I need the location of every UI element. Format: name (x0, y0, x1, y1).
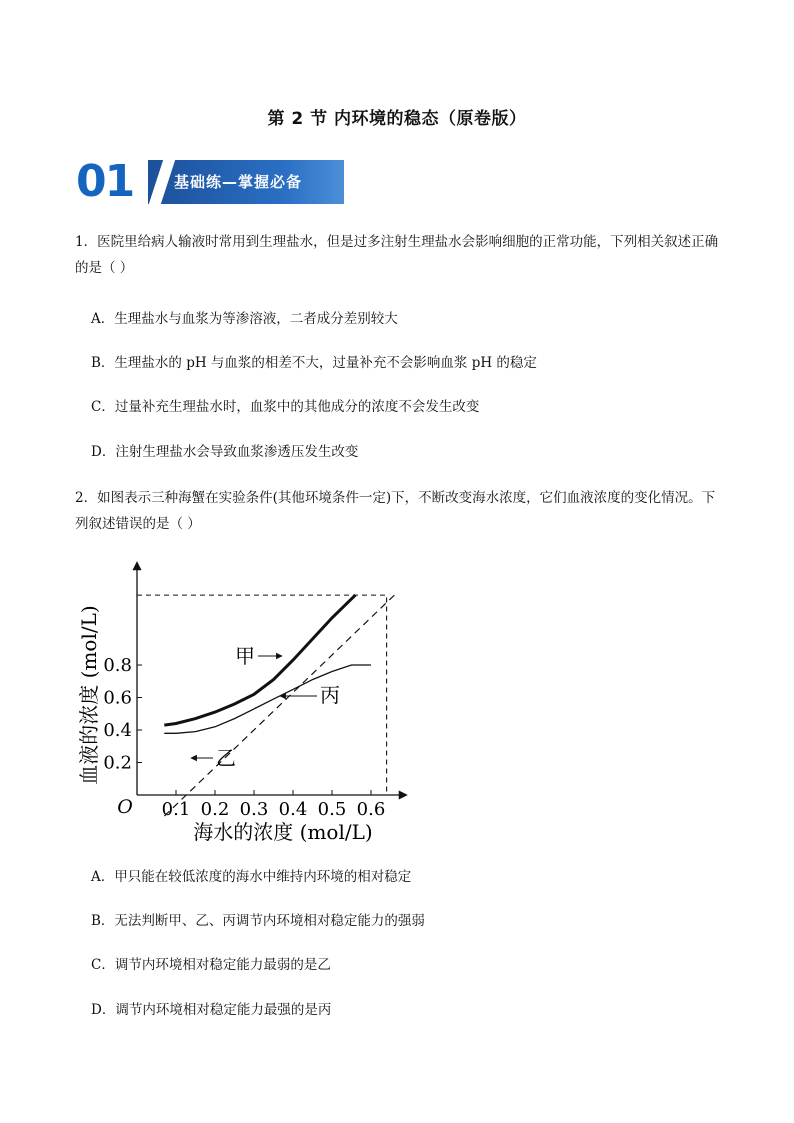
x-axis-label: 海水的浓度 (mol/L) (193, 820, 373, 844)
x-tick-label: 0.1 (161, 799, 191, 820)
question-2-option-b: B．无法判断甲、乙、丙调节内环境相对稳定能力的强弱 (91, 913, 425, 929)
x-tick-label: 0.3 (239, 799, 269, 820)
question-1-option-b: B．生理盐水的 pH 与血浆的相差不大，过量补充不会影响血浆 pH 的稳定 (91, 355, 537, 371)
question-2-stem: 2．如图表示三种海蟹在实验条件(其他环境条件一定)下，不断改变海水浓度，它们血液浓度的变化情况。下列叙述错误的是（ ） (75, 490, 716, 532)
series-label-yi: 乙 (216, 746, 236, 770)
banner-label: 基础练—掌握必备 (174, 173, 303, 191)
concentration-chart (70, 555, 430, 855)
y-tick-label: 0.2 (103, 752, 132, 774)
question-2-option-c: C．调节内环境相对稳定能力最弱的是乙 (91, 957, 331, 973)
y-tick-label: 0.8 (103, 655, 132, 676)
question-1-option-d: D．注射生理盐水会导致血浆渗透压发生改变 (91, 444, 359, 460)
x-tick-label: 0.6 (356, 799, 386, 820)
y-tick-label: 0.4 (103, 720, 132, 741)
question-2-option-d: D．调节内环境相对稳定能力最强的是丙 (91, 1002, 332, 1018)
y-axis-label: 血液的浓度 (mol/L) (77, 605, 101, 785)
section-banner (76, 156, 344, 207)
page-title: 第 2 节 内环境的稳态（原卷版） (267, 109, 527, 129)
series-label-bing: 丙 (320, 683, 340, 707)
series-line-2 (164, 595, 394, 816)
origin-label: O (117, 796, 133, 818)
question-2-option-a: A．甲只能在较低浓度的海水中维持内环境的相对稳定 (91, 869, 412, 885)
question-1-option-a: A．生理盐水与血浆为等渗溶液，二者成分差别较大 (91, 311, 398, 327)
question-1-stem: 1．医院里给病人输液时常用到生理盐水，但是过多注射生理盐水会影响细胞的正常功能，下列相关叙述正确的是（ ） (75, 234, 719, 276)
x-tick-label: 0.2 (200, 799, 230, 820)
banner-number: 01 (76, 160, 148, 204)
x-tick-label: 0.5 (317, 799, 347, 820)
question-1-option-c: C．过量补充生理盐水时，血浆中的其他成分的浓度不会发生改变 (91, 399, 480, 415)
y-tick-label: 0.6 (103, 687, 132, 709)
series-label-jia: 甲 (235, 644, 255, 668)
x-tick-label: 0.4 (278, 799, 308, 820)
dashed-frame (137, 595, 387, 795)
